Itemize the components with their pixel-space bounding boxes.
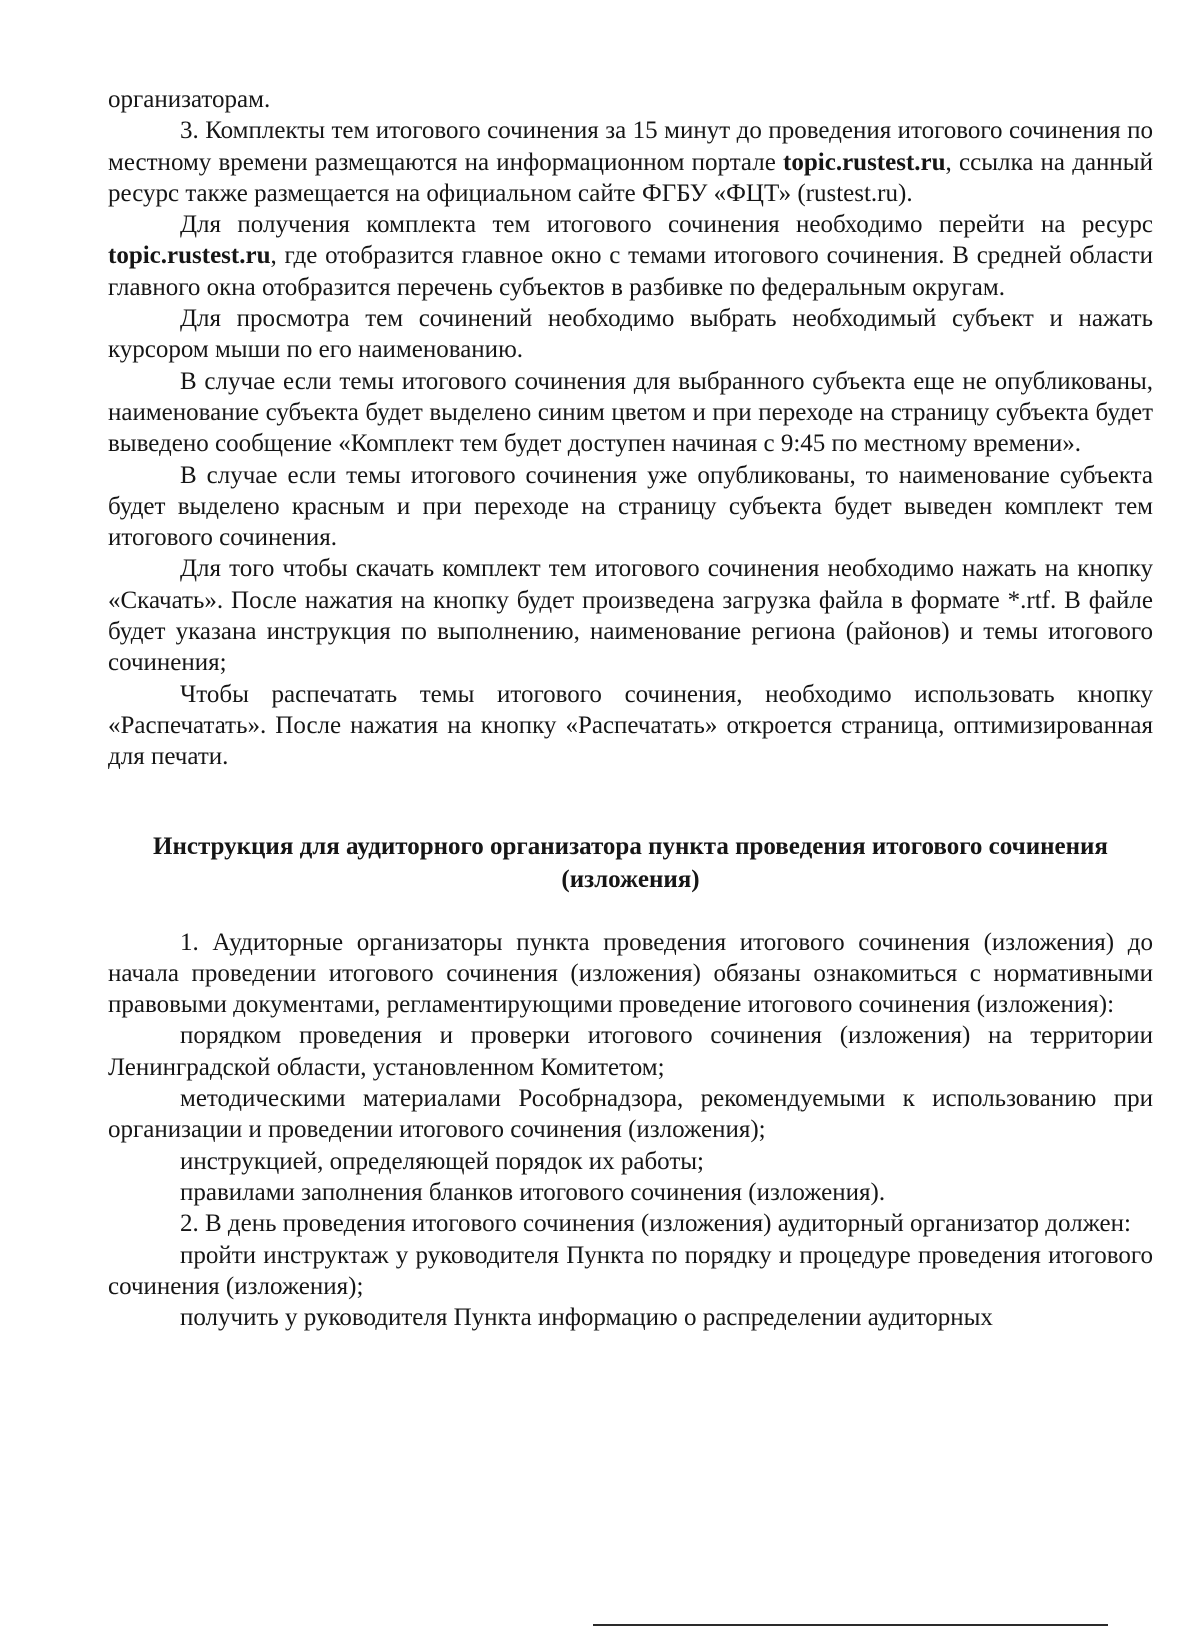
list-item: методическими материалами Рособрнадзора, рекомендуемыми к использованию при организации и проведении итогового сочинения (изложения);: [108, 1085, 1153, 1144]
paragraph: В случае если темы итогового сочинения для выбранного субъекта еще не опубликованы, наименование субъекта будет выделено синим цветом и при переходе на страницу субъекта будет выведено сообщение «Комплект тем будет доступен начиная с 9:45 по местному времени».: [108, 367, 1153, 458]
list-item: получить у руководителя Пункта информацию о распределении аудиторных: [180, 1304, 993, 1332]
list-item: инструкцией, определяющей порядок их работы;: [180, 1147, 704, 1175]
paragraph-text: Для получения комплекта тем итогового сочинения необходимо перейти на ресурс: [180, 211, 1153, 239]
list-item: пройти инструктаж у руководителя Пункта по порядку и процедуре проведения итогового сочинения (изложения);: [108, 1241, 1153, 1300]
paragraph: В случае если темы итогового сочинения уже опубликованы, то наименование субъекта будет выделено красным и при переходе на страницу субъекта будет выведен комплект тем итогового сочинения.: [108, 461, 1153, 552]
section-heading: Инструкция для аудиторного организатора пункта проведения итогового сочинения (изложения): [153, 832, 1108, 893]
document-page: [108, 84, 1153, 1333]
paragraph: 1. Аудиторные организаторы пункта проведения итогового сочинения (изложения) до начала проведении итогового сочинения (изложения) обязаны ознакомиться с нормативными правовыми документами, регламентирующими проведение итогового сочинения (изложения):: [108, 928, 1153, 1019]
paragraph: Чтобы распечатать темы итогового сочинения, необходимо использовать кнопку «Распечатать». После нажатия на кнопку «Распечатать» откроется страница, оптимизированная для печати.: [108, 680, 1153, 771]
list-item: правилами заполнения бланков итогового сочинения (изложения).: [180, 1178, 886, 1206]
paragraph: Для просмотра тем сочинений необходимо выбрать необходимый субъект и нажать курсором мыши по его наименованию.: [108, 305, 1153, 364]
paragraph: [108, 209, 1153, 303]
paragraph: [108, 115, 1153, 209]
paragraph: организаторам.: [108, 86, 271, 113]
paragraph: Для того чтобы скачать комплект тем итогового сочинения необходимо нажать на кнопку «Скачать». После нажатия на кнопку будет произведена загрузка файла в формате *.rtf. В файле будет указана инструкция по выполнению, наименование региона (районов) и темы итогового сочинения;: [108, 555, 1153, 677]
paragraph: 2. В день проведения итогового сочинения (изложения) аудиторный организатор должен:: [180, 1210, 1131, 1238]
paragraph-text: , ссылка на данный ресурс также размещается на официальном сайте ФГБУ «ФЦТ» (rustest.ru).: [108, 148, 1153, 207]
portal-link-text: topic.rustest.ru: [783, 148, 946, 176]
paragraph-text: 3. Комплекты тем итогового сочинения за 15 минут до проведения итогового сочинения по местному времени размещаются на информационном портале: [108, 117, 1153, 176]
portal-link-text: topic.rustest.ru: [108, 242, 271, 270]
paragraph-text: , где отобразится главное окно с темами итогового сочинения. В средней области главного окна отобразится перечень субъектов в разбивке по федеральным округам.: [108, 242, 1153, 301]
list-item: порядком проведения и проверки итогового сочинения (изложения) на территории Ленинградской области, установленном Комитетом;: [108, 1022, 1153, 1081]
footer-rule: [593, 1624, 1108, 1626]
